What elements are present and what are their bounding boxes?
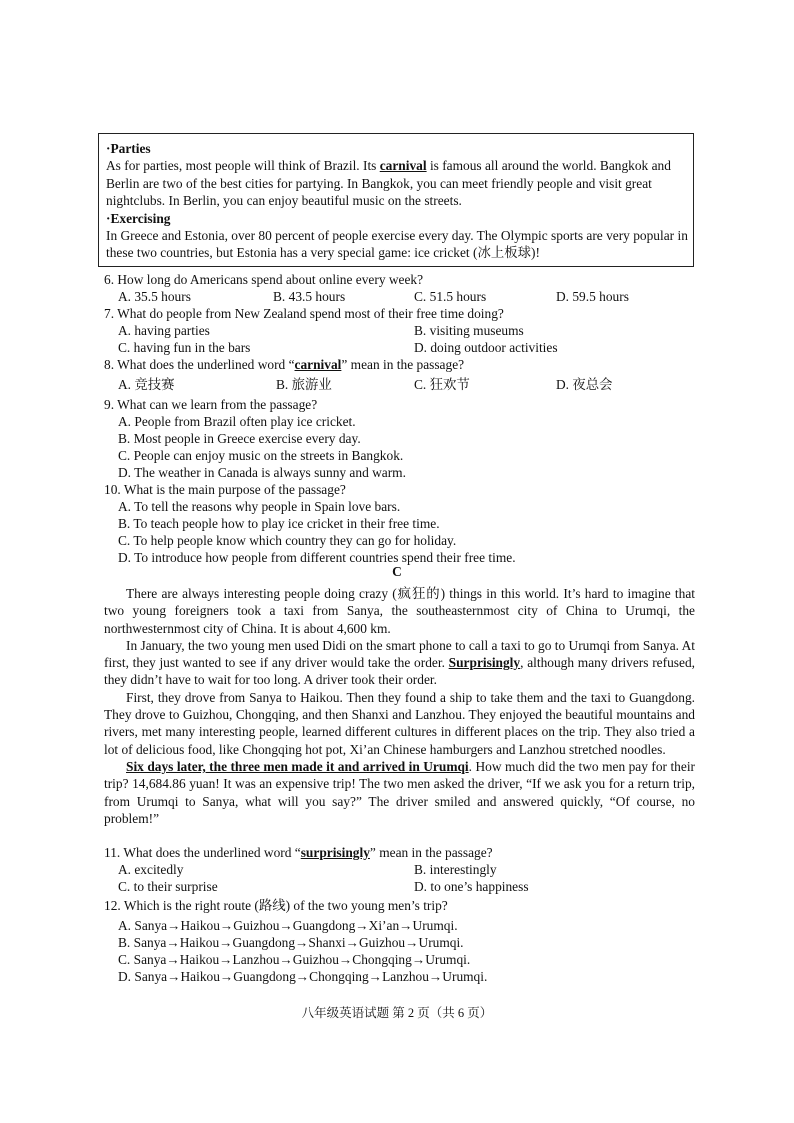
passage-c: [104, 585, 695, 827]
carnival-word: carnival: [379, 158, 427, 174]
q12-option-b: B. Sanya→Haikou→Guangdong→Shanxi→Guizhou→Urumqi.: [118, 935, 464, 950]
q8-option-c: C. 狂欢节: [414, 377, 470, 392]
q8-option-b: B. 旅游业: [276, 377, 332, 392]
page-footer: 八年级英语试题 第 2 页（共 6 页）: [301, 1006, 493, 1020]
q7-option-a: A. having parties: [118, 323, 210, 338]
q9-option-b: B. Most people in Greece exercise every day.: [118, 431, 361, 446]
q6-option-b: B. 43.5 hours: [273, 289, 346, 304]
surprisingly-word: Surprisingly: [448, 655, 521, 671]
q11-stem-b: ” mean in the passage?: [369, 845, 493, 860]
q11-option-d: D. to one’s happiness: [414, 879, 529, 894]
section-c-title: C: [392, 564, 402, 579]
exercising-text: In Greece and Estonia, over 80 percent of people exercise every day. The Olympic sports are very popular in these two countries, but Estonia has a very special game: ice cricket (冰上板球)!: [106, 228, 688, 261]
q11-word: surprisingly: [300, 845, 370, 860]
q7-option-c: C. having fun in the bars: [118, 340, 251, 355]
q6-option-c: C. 51.5 hours: [414, 289, 487, 304]
q8-stem-a: 8. What does the underlined word “: [104, 357, 295, 372]
q12-option-a: A. Sanya→Haikou→Guizhou→Guangdong→Xi’an→Urumqi.: [118, 918, 458, 933]
p2-text-a: In January, the two young men used Didi on the smart phone to call a taxi to go to Urumqi from Sanya. At first, they just wanted to see if any driver would take the order.: [104, 637, 695, 671]
parties-text-b: is famous all around the world. Bangkok and Berlin are two of the best cities for partying. In Bangkok, you can meet friendly people and visit great nightclubs. In Berlin, you can enjoy beautiful music on the streets.: [106, 158, 671, 209]
passage-paragraph-3: First, they drove from Sanya to Haikou. Then they found a ship to take them and the taxi to Guangdong. They drove to Guizhou, Chongqing, and then Shanxi and Lanzhou. They enjoyed the beautiful mountains and rivers, met many interesting people, learned different cultures in different places on the trip. They also tried a lot of delicious food, like Chongqing hot pot, Xi’an Chinese hamburgers and Lanzhou stretched noodles.: [104, 689, 695, 757]
parties-heading: ·Parties: [106, 141, 151, 156]
q11-option-a: A. excitedly: [118, 862, 184, 877]
q8-option-d: D. 夜总会: [556, 377, 613, 392]
q11-option-b: B. interestingly: [414, 862, 497, 877]
q10-option-c: C. To help people know which country they can go for holiday.: [118, 533, 457, 548]
q9-option-c: C. People can enjoy music on the streets in Bangkok.: [118, 448, 404, 463]
passage-paragraph-4: [104, 758, 695, 827]
q11-option-c: C. to their surprise: [118, 879, 218, 894]
q10-option-a: A. To tell the reasons why people in Spain love bars.: [118, 499, 401, 514]
q9-option-d: D. The weather in Canada is always sunny and warm.: [118, 465, 406, 480]
q7-option-b: B. visiting museums: [414, 323, 524, 338]
parties-text-a: As for parties, most people will think of Brazil. Its: [106, 158, 380, 174]
p2-text-b: , although many drivers refused, they didn’t have to wait for too long. A driver took their order.: [104, 655, 695, 688]
q8-word: carnival: [294, 357, 342, 372]
reading-passage-box: [98, 133, 694, 267]
six-days-later-sentence: Six days later, the three men made it and arrived in Urumqi: [126, 758, 469, 774]
passage-paragraph-1: There are always interesting people doing crazy (疯狂的) things in this world. It’s hard to imagine that two young foreigners took a taxi from Sanya, the southeasternmost city of China to Urumqi, the northwesternmost city of China. It is about 4,600 km.: [104, 586, 695, 636]
q6-option-d: D. 59.5 hours: [556, 289, 629, 304]
question-12: 12. Which is the right route (路线) of the two young men’s trip?: [104, 898, 448, 913]
q9-option-a: A. People from Brazil often play ice cricket.: [118, 414, 356, 429]
q8-stem-b: ” mean in the passage?: [341, 357, 465, 372]
question-9: 9. What can we learn from the passage?: [104, 397, 318, 412]
q12-option-d: D. Sanya→Haikou→Guangdong→Chongqing→Lanzhou→Urumqi.: [118, 969, 488, 984]
q11-stem-a: 11. What does the underlined word “: [104, 845, 301, 860]
p4-rest: . How much did the two men pay for their trip? 14,684.86 yuan! It was an expensive trip! The two men asked the driver, “If we ask you for a return trip, from Urumqi to Sanya, what will you say?” The driver smiled and answered quickly, “Of course, no problem!”: [104, 758, 695, 826]
question-8: [104, 356, 464, 373]
q10-option-b: B. To teach people how to play ice cricket in their free time.: [118, 516, 440, 531]
question-6: 6. How long do Americans spend about online every week?: [104, 272, 424, 287]
question-7: 7. What do people from New Zealand spend most of their free time doing?: [104, 306, 504, 321]
question-10: 10. What is the main purpose of the passage?: [104, 482, 346, 497]
q7-option-d: D. doing outdoor activities: [414, 340, 558, 355]
parties-text: [106, 157, 693, 209]
exercising-heading: ·Exercising: [106, 210, 171, 226]
question-11: [104, 844, 493, 861]
q8-option-a: A. 竞技赛: [118, 377, 175, 392]
passage-paragraph-2: [104, 637, 695, 689]
q12-option-c: C. Sanya→Haikou→Lanzhou→Guizhou→Chongqing→Urumqi.: [118, 952, 471, 967]
q6-option-a: A. 35.5 hours: [118, 289, 191, 304]
q10-option-d: D. To introduce how people from different countries spend their free time.: [118, 550, 516, 565]
